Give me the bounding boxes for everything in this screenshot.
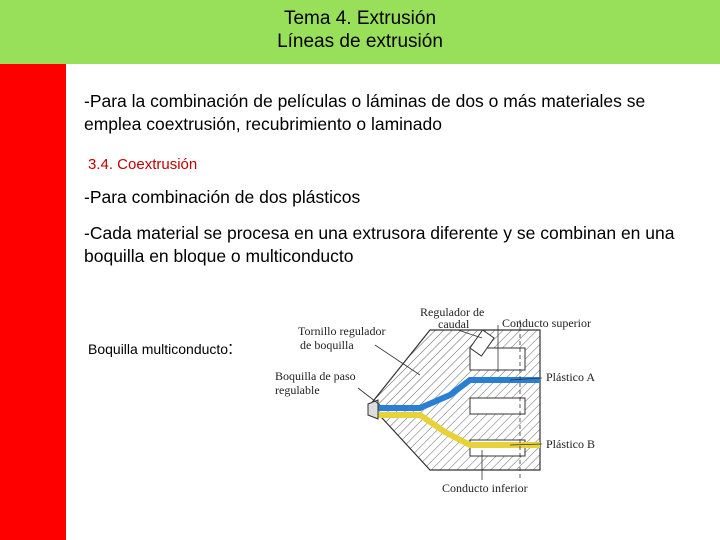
label-conducto-inferior: Conducto inferior [442,481,528,495]
cavity-middle [470,398,525,414]
diagram-caption [88,338,233,359]
label-plastico-a: Plástico A [546,370,596,384]
paragraph-process: -Cada material se procesa en una extrusora diferente y se combinan en una boquilla en bloque o multiconducto [84,223,675,266]
slide-subtitle: Líneas de extrusión [277,31,443,52]
slide-title: Tema 4. Extrusión [283,8,437,29]
red-sidebar [0,64,66,540]
die-tip [368,400,378,419]
label-conducto-superior: Conducto superior [502,316,591,330]
label-boquilla-1: Boquilla de paso [275,369,356,383]
slide-header [0,0,720,64]
paragraph-two-plastics: -Para combinación de dos plásticos [84,187,361,207]
label-plastico-b: Plástico B [546,437,596,451]
paragraph-combination: -Para la combinación de películas o láminas de dos o más materiales se emplea coextrusión, recubrimiento o laminado [84,91,646,134]
label-regulador-1: Regulador de [420,305,485,319]
label-regulador-2: caudal [438,317,470,331]
caption-colon: : [228,338,234,358]
label-boquilla-2: regulable [275,383,320,397]
coextrusion-diagram [270,300,620,500]
section-heading: 3.4. Coextrusión [88,156,198,173]
coextrusion-die-svg [270,300,620,500]
label-tornillo-2: de boquilla [300,338,354,352]
label-tornillo-1: Tornillo regulador [298,324,386,338]
caption-text: Boquilla multiconducto [88,341,229,357]
